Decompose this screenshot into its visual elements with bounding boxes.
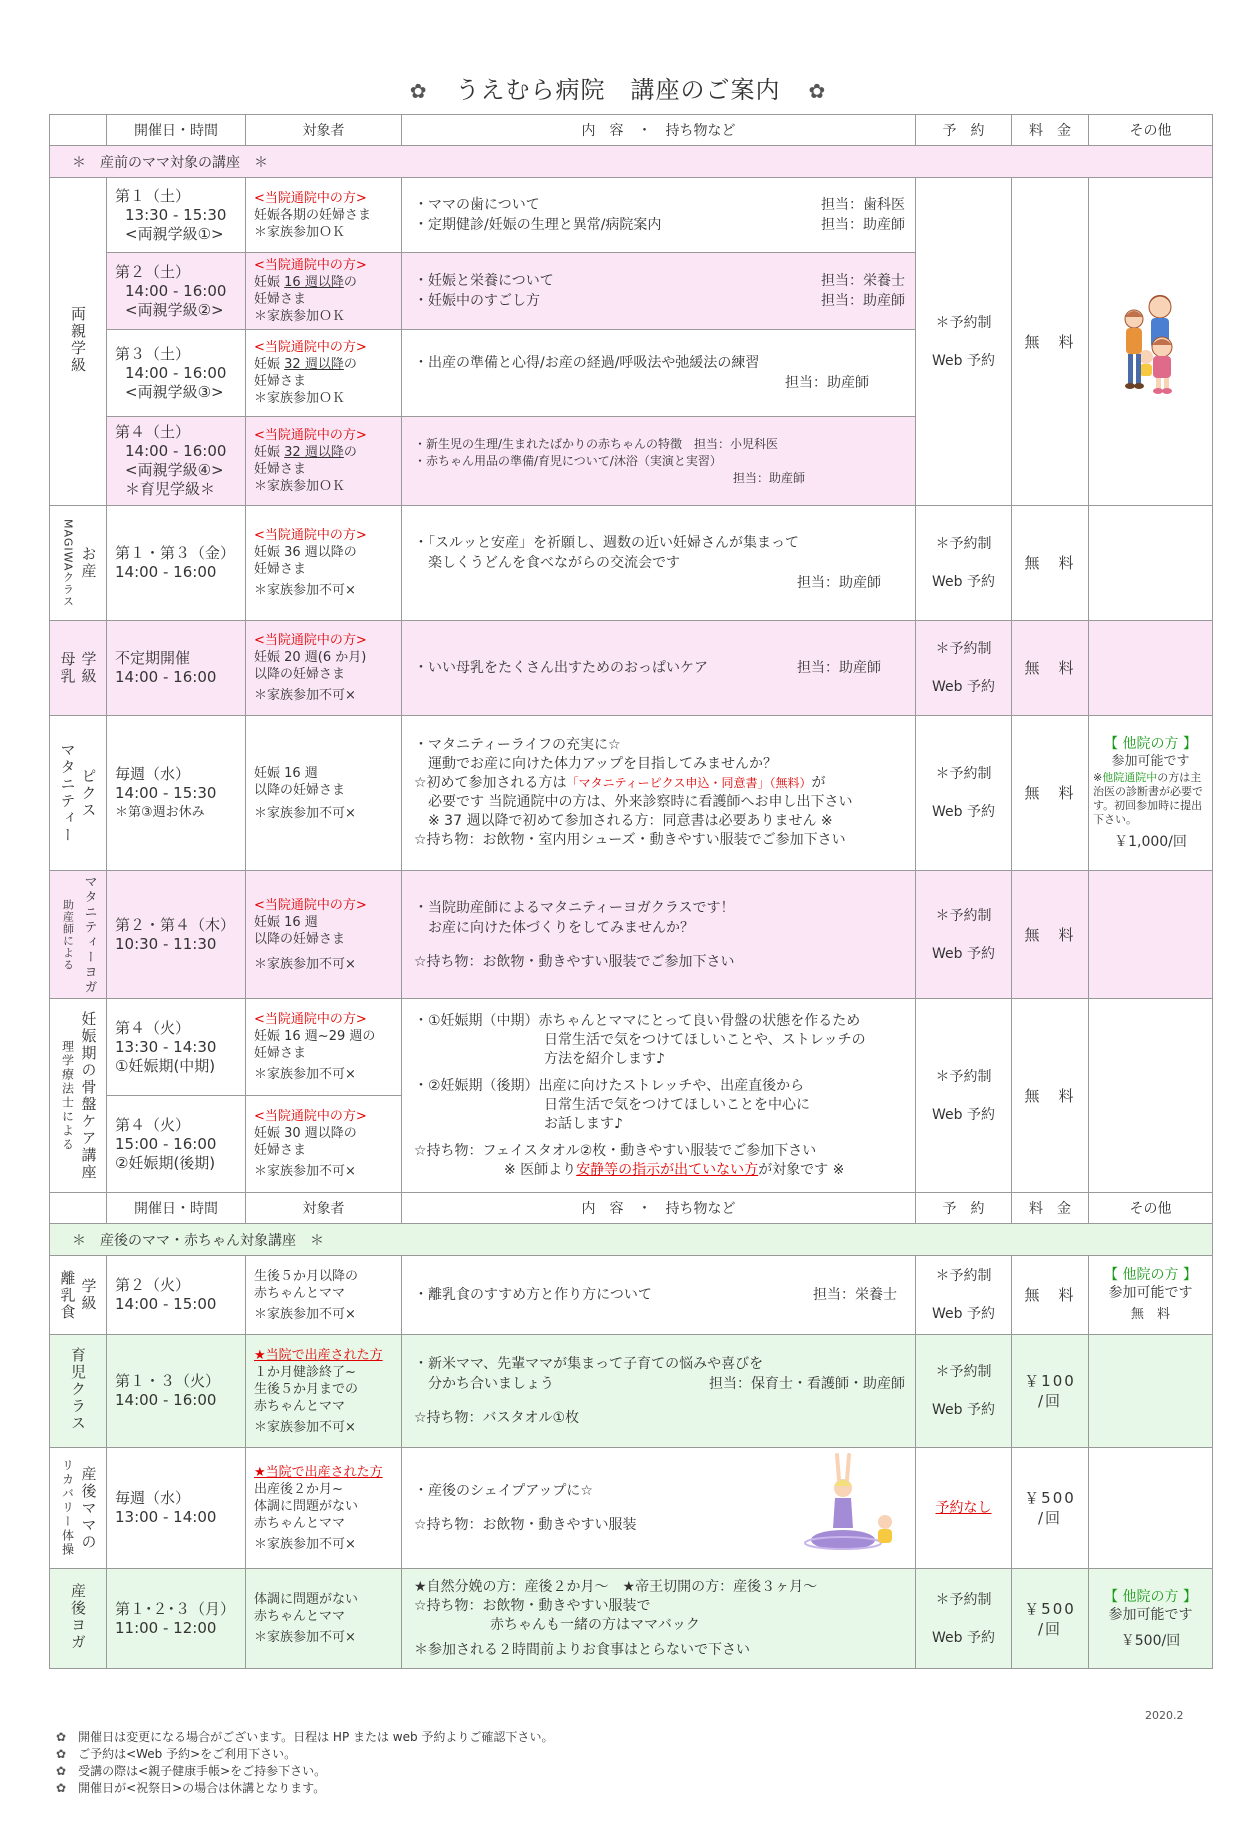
category-yoga: マタニティーヨガ 助産師による: [50, 871, 107, 999]
category-postyoga: 産後ヨガ: [50, 1569, 107, 1669]
yoga-illustration: [797, 1450, 897, 1560]
category-ryoshin: 両親学級: [50, 178, 107, 506]
category-rinyu: 学級 離乳食: [50, 1256, 107, 1335]
table-row: 学級 離乳食 第２（火） 14:00 - 15:00 生後５か月以降の 赤ちゃんとママ ＊家族参加不可× ・離乳食のすすめ方と作り方について 担当：栄養士 ＊予約制 Web 予約 無 料 【 他院の方 】 参加可能です 無 料: [50, 1256, 1213, 1335]
flower-icon: ✿: [56, 1781, 67, 1795]
flower-icon: ✿: [56, 1747, 67, 1761]
table-row: 第３（土） 14:00 - 16:00 <両親学級③> <当院通院中の方> 妊娠 32 週以降の 妊婦さま ＊家族参加ＯＫ ・出産の準備と心得/お産の経過/呼吸法や弛緩法の練習 担当：助産師: [50, 330, 1213, 417]
table-header: [50, 115, 1213, 146]
table-row: マタニティーヨガ 助産師による 第２・第４（木） 10:30 - 11:30 <当院通院中の方> 妊娠 16 週 以降の妊婦さま ＊家族参加不可× ・当院助産師によるマタニティーヨガクラスです！ お産に向けた体づくりをしてみませんか？ ☆持ち物：お飲物・動きやすい服装でご参加下さい ＊予約制 Web 予約 無 料: [50, 871, 1213, 999]
table-row: 第２（土） 14:00 - 16:00 <両親学級②> <当院通院中の方> 妊娠 16 週以降の 妊婦さま ＊家族参加ＯＫ ・妊娠と栄養について 担当：栄養士 ・妊娠中のすごし方 担当：助産師: [50, 253, 1213, 330]
page-title: [0, 70, 1236, 105]
table-row: 妊娠期の骨盤ケア講座 理学療法士による 第４（火） 13:30 - 14:30 ①妊娠期(中期) <当院通院中の方> 妊娠 16 週~29 週の 妊婦さま ＊家族参加不可× ・①妊娠期（中期）赤ちゃんとママにとって良い骨盤の状態を作るため 日常生活で気をつけてほしいことや、ストレッチの 方法を紹介します♪ ・②妊娠期（後期）出産に向けたストレッチや、出産直後から 日常生活で気をつけてほしいことを中心に お話します♪ ☆持ち物：フェイスタオル②枚・動きやすい服装でご参加下さい ※ 医師より安静等の指示が出ていない方が対象です ※ ＊予約制 Web 予約 無 料: [50, 999, 1213, 1096]
header-reserve: 予 約: [916, 115, 1012, 146]
title-text: うえむら病院 講座のご案内: [455, 76, 781, 104]
flower-icon: ✿: [409, 79, 428, 103]
table-row: 産後ヨガ 第１･２･３（月） 11:00 - 12:00 体調に問題がない 赤ちゃんとママ ＊家族参加不可× ★自然分娩の方：産後２か月～ ★帝王切開の方：産後３ヶ月～ ☆持ち物：お飲物・動きやすい服装で 赤ちゃんも一緒の方はママバック ＊参加される２時間前よりお食事はとらないで下さい ＊予約制 Web 予約 ￥500 /回 【 他院の方 】 参加可能です ￥500/回: [50, 1569, 1213, 1669]
category-pix: ピクス マタニティー: [50, 716, 107, 871]
footnote-item: ✿ 開催日が<祝祭日>の場合は休講となります。: [56, 1781, 326, 1795]
document-date: 2020.2: [1145, 1709, 1184, 1722]
family-illustration: [1116, 285, 1186, 395]
category-ikuji: 育児クラス: [50, 1335, 107, 1448]
category-recovery: 産後ママの リカバリー体操: [50, 1448, 107, 1569]
table-row: ピクス マタニティー 毎週（水） 14:00 - 15:30 ＊第③週お休み 妊娠 16 週 以降の妊婦さま ＊家族参加不可× ・マタニティーライフの充実に☆ 運動でお産に向けた体力アップを目指してみませんか？ ☆初めて参加される方は「マタニティーピクス申込・同意書」（無料）が 必要です 当院通院中の方は、外来診察時に看護師へお申し出下さい ※ 37 週以降で初めて参加される方：同意書は必要ありません ※ ☆持ち物：お飲物・室内用シューズ・動きやすい服装でご参加下さい ＊予約制 Web 予約 無 料 【 他院の方 】 参加可能です ※他院通院中の方は主治医の診断書が必要です。初回参加時に提出下さい。 ￥1,000/回: [50, 716, 1213, 871]
header-fee: 料 金: [1012, 115, 1089, 146]
table-row: 第４（火） 15:00 - 16:00 ②妊娠期(後期) <当院通院中の方> 妊娠 30 週以降の 妊婦さま ＊家族参加不可×: [50, 1096, 1213, 1193]
schedule-table: [49, 114, 1213, 1669]
section-prenatal: ＊ 産前のママ対象の講座 ＊: [50, 146, 1213, 178]
table-row: お産 MAGIWAクラス 第１・第３（金） 14:00 - 16:00 <当院通院中の方> 妊娠 36 週以降の 妊婦さま ＊家族参加不可× ・「スルッと安産」を祈願し、週数の近い妊婦さんが集まって 楽しくうどんを食べながらの交流会です 担当：助産師 ＊予約制 Web 予約 無 料: [50, 506, 1213, 621]
header-date: 開催日・時間: [107, 115, 246, 146]
flower-icon: ✿: [808, 79, 827, 103]
category-pelvis: 妊娠期の骨盤ケア講座 理学療法士による: [50, 999, 107, 1193]
header-other: その他: [1089, 115, 1213, 146]
category-magiwa: お産 MAGIWAクラス: [50, 506, 107, 621]
table-row: 両親学級 第１（土） 13:30 - 15:30 <両親学級①> <当院通院中の方> 妊娠各期の妊婦さま ＊家族参加ＯＫ ・ママの歯について 担当：歯科医 ・定期健診/妊娠の生理と異常/病院案内 担当：助産師 ＊予約制 Web 予約 無 料: [50, 178, 1213, 253]
footnote-item: ✿ ご予約は<Web 予約>をご利用下さい。: [56, 1747, 297, 1761]
footnotes: [56, 1729, 553, 1797]
table-row: 第４（土） 14:00 - 16:00 <両親学級④> ＊育児学級＊ <当院通院中の方> 妊娠 32 週以降の 妊婦さま ＊家族参加ＯＫ ・新生児の生理/生まれたばかりの赤ちゃんの特徴 担当：小児科医 ・赤ちゃん用品の準備/育児について/沐浴（実演と実習） 担当：助産師: [50, 417, 1213, 506]
table-row: 育児クラス 第１・３（火） 14:00 - 16:00 ★当院で出産された方 １か月健診終了~ 生後５か月までの 赤ちゃんとママ ＊家族参加不可× ・新米ママ、先輩ママが集まって子育ての悩みや喜びを 分かち合いましょう 担当：保育士・看護師・助産師 ☆持ち物：バスタオル①枚 ＊予約制 Web 予約 ￥100 /回: [50, 1335, 1213, 1448]
flower-icon: ✿: [56, 1730, 67, 1744]
footnote-item: ✿ 開催日は変更になる場合がございます。日程は HP または web 予約よりご確認下さい。: [56, 1730, 554, 1744]
table-header-2: 開催日・時間 対象者 内 容 ・ 持ち物など 予 約 料 金 その他: [50, 1193, 1213, 1224]
header-content: 内 容 ・ 持ち物など: [402, 115, 916, 146]
table-row: 学級 母乳 不定期開催 14:00 - 16:00 <当院通院中の方> 妊娠 20 週(6 か月) 以降の妊婦さま ＊家族参加不可× ・いい母乳をたくさん出すためのおっぱいケア 担当：助産師 ＊予約制 Web 予約 無 料: [50, 621, 1213, 716]
section-postnatal: ＊ 産後のママ・赤ちゃん対象講座 ＊: [50, 1224, 1213, 1256]
flower-icon: ✿: [56, 1764, 67, 1778]
table-row: 産後ママの リカバリー体操 毎週（水） 13:00 - 14:00 ★当院で出産された方 出産後２か月~ 体調に問題がない 赤ちゃんとママ ＊家族参加不可× ・産後のシェイプアップに☆ ☆持ち物：お飲物・動きやすい服装 予約なし ￥500 /回: [50, 1448, 1213, 1569]
header-target: 対象者: [246, 115, 402, 146]
footnote-item: ✿ 受講の際は<親子健康手帳>をご持参下さい。: [56, 1764, 327, 1778]
category-bonyu: 学級 母乳: [50, 621, 107, 716]
